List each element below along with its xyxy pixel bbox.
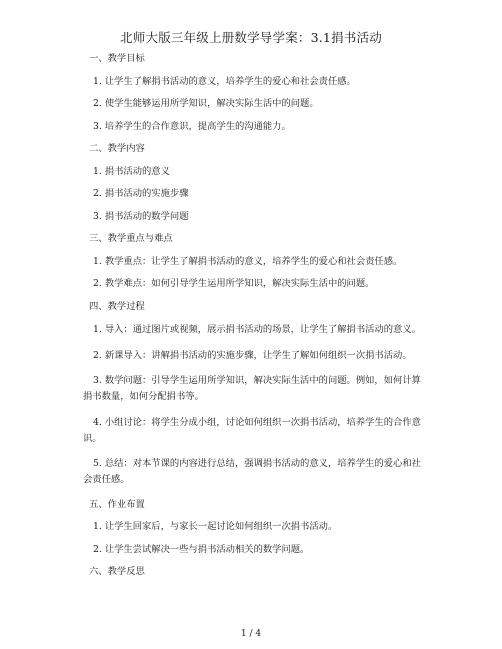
list-item: 2. 捐书活动的实施步骤 [93,188,189,199]
list-item: 4. 小组讨论：将学生分成小组，讨论如何组织一次捐书活动，培养学生的合作意识。 [83,416,421,444]
section-heading-homework: 五、作业布置 [89,498,145,510]
section-heading-reflection: 六、教学反思 [89,566,145,577]
list-item: 1. 让学生了解捐书活动的意义，培养学生的爱心和社会责任感。 [93,75,356,87]
section-heading-objectives: 一、教学目标 [89,53,145,64]
list-item: 3. 捐书活动的数学问题 [93,210,189,222]
list-item: 2. 使学生能够运用所学知识，解决实际生活中的问题。 [93,98,319,109]
list-item: 2. 让学生尝试解决一些与捐书活动相关的数学问题。 [93,543,310,555]
list-item: 1. 教学重点：让学生了解捐书活动的意义，培养学生的爱心和社会责任感。 [93,255,403,267]
page-number: 1 / 4 [240,629,262,639]
document-body [83,52,425,588]
list-item: 3. 数学问题：引导学生运用所学知识，解决实际生活中的问题。例如，如何计算捐书数量，如何分配捐书等。 [83,375,421,402]
section-heading-process: 四、教学过程 [89,300,145,312]
list-item: 1. 导入：通过图片或视频，展示捐书活动的场景，让学生了解捐书活动的意义。 [93,324,421,335]
section-heading-content: 二、教学内容 [89,143,145,154]
section-heading-key-points: 三、教学重点与难点 [89,233,173,244]
list-item: 1. 让学生回家后，与家长一起讨论如何组织一次捐书活动。 [93,521,338,532]
list-item: 2. 新课导入：讲解捐书活动的实施步骤，让学生了解如何组织一次捐书活动。 [93,349,412,361]
document-title: 北师大版三年级上册数学导学案：3.1捐书活动 [120,30,382,45]
list-item: 3. 培养学生的合作意识，提高学生的沟通能力。 [93,120,291,132]
list-item: 2. 教学难点：如何引导学生运用所学知识，解决实际生活中的问题。 [93,278,375,289]
list-item: 1. 捐书活动的意义 [93,165,170,177]
list-item: 5. 总结：对本节课的内容进行总结，强调捐书活动的意义，培养学生的爱心和社会责任感。 [83,458,421,485]
